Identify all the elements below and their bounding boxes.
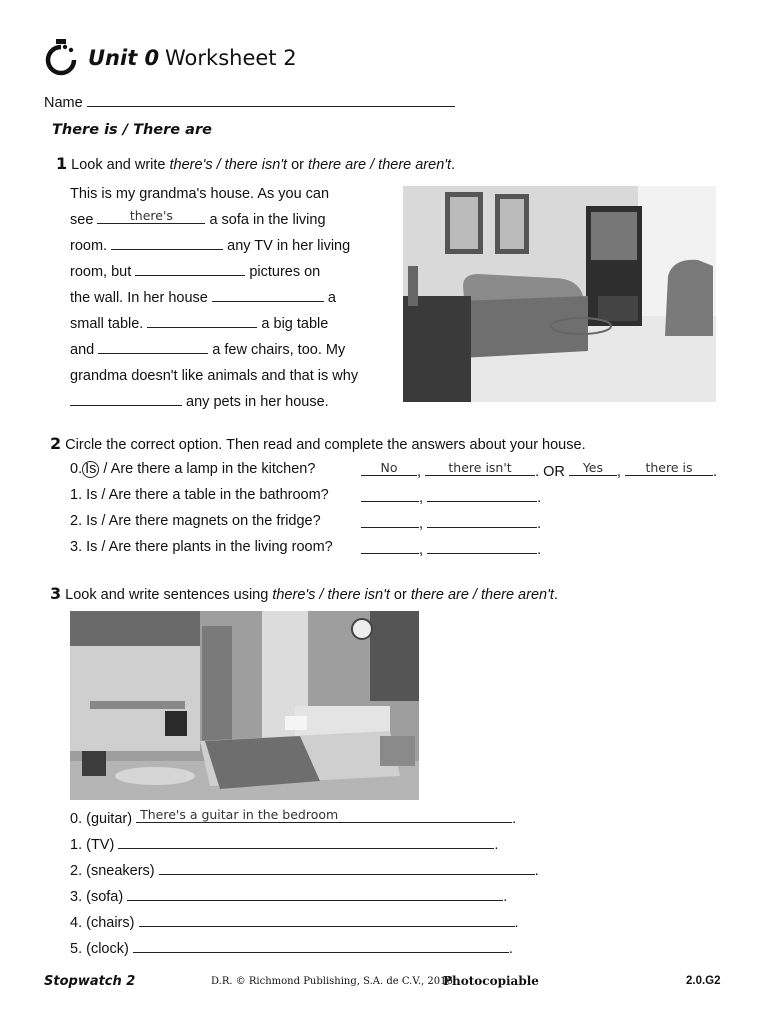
photocopiable-label: Photocopiable: [443, 974, 539, 988]
ex2-q0-answer: No , there isn't . OR Yes , there is .: [361, 461, 717, 480]
ex1-number: 1: [56, 154, 68, 173]
ex2-q2: 2. Is / Are there magnets on the fridge?: [70, 513, 321, 529]
ex1-blank-5[interactable]: [147, 313, 257, 328]
ex2-q1: 1. Is / Are there a table in the bathroom?: [70, 487, 329, 503]
ex2-number: 2: [50, 434, 62, 453]
ex2-instruction: 2 Circle the correct option. Then read and complete the answers about your house.: [50, 434, 586, 453]
ex2-q0-blank-4[interactable]: there is: [625, 461, 713, 476]
ex2-q0-blank-3[interactable]: Yes: [569, 461, 617, 476]
ex3-item-3: 3. (sofa) .: [70, 884, 539, 910]
ex2-q3-answer: , .: [361, 539, 541, 558]
ex3-number: 3: [50, 584, 62, 603]
ex1-blank-4[interactable]: [212, 287, 324, 302]
living-room-photo: [403, 186, 716, 402]
ex2-q3: 3. Is / Are there plants in the living room?: [70, 539, 333, 555]
ex1-blank-3[interactable]: [135, 261, 245, 276]
stopwatch-icon: [44, 38, 78, 76]
ex1-text: This is my grandma's house. As you can see there's a sofa in the living room. any TV in her living room, but pictures on the wall. In her house a small table. a big table and a few chairs, too. My grandma doesn't like animals and that is why any pets in her house.: [70, 186, 359, 410]
ex3-items: [70, 806, 539, 962]
ex3-item-2: 2. (sneakers) .: [70, 858, 539, 884]
page-title: Unit 0 Worksheet 2: [88, 46, 297, 70]
section-subtitle: There is / There are: [52, 122, 212, 138]
ex3-item-4: 4. (chairs) .: [70, 910, 539, 936]
ex2-q0-blank-1[interactable]: No: [361, 461, 417, 476]
copyright-text: D.R. © Richmond Publishing, S.A. de C.V., 2016: [211, 976, 453, 987]
circled-is[interactable]: Is: [82, 461, 99, 478]
ex1-blank-1[interactable]: there's: [97, 209, 205, 224]
name-field[interactable]: [87, 92, 455, 107]
name-label: Name: [44, 95, 83, 111]
page-code: 2.0.G2: [686, 975, 721, 987]
ex3-item-1: 1. (TV) .: [70, 832, 539, 858]
bedroom-photo: [70, 611, 419, 800]
brand-logo: Stopwatch 2: [44, 974, 136, 989]
ex3-item-5: 5. (clock) .: [70, 936, 539, 962]
ex2-q0-blank-2[interactable]: there isn't: [425, 461, 535, 476]
ex1-blank-6[interactable]: [98, 339, 208, 354]
name-row: [44, 92, 455, 111]
ex2-q1-answer: , .: [361, 487, 541, 506]
ex3-instruction: 3 Look and write sentences using there's / there isn't or there are / there aren't.: [50, 584, 558, 603]
ex1-blank-2[interactable]: [111, 235, 223, 250]
ex1-blank-7[interactable]: [70, 391, 182, 406]
ex2-q2-answer: , .: [361, 513, 541, 532]
ex2-q0: 0. Is / Are there a lamp in the kitchen?: [70, 461, 316, 477]
ex1-instruction: 1 Look and write there's / there isn't or there are / there aren't.: [56, 154, 456, 173]
ex3-item-0: 0. (guitar) There's a guitar in the bedroom .: [70, 807, 517, 827]
